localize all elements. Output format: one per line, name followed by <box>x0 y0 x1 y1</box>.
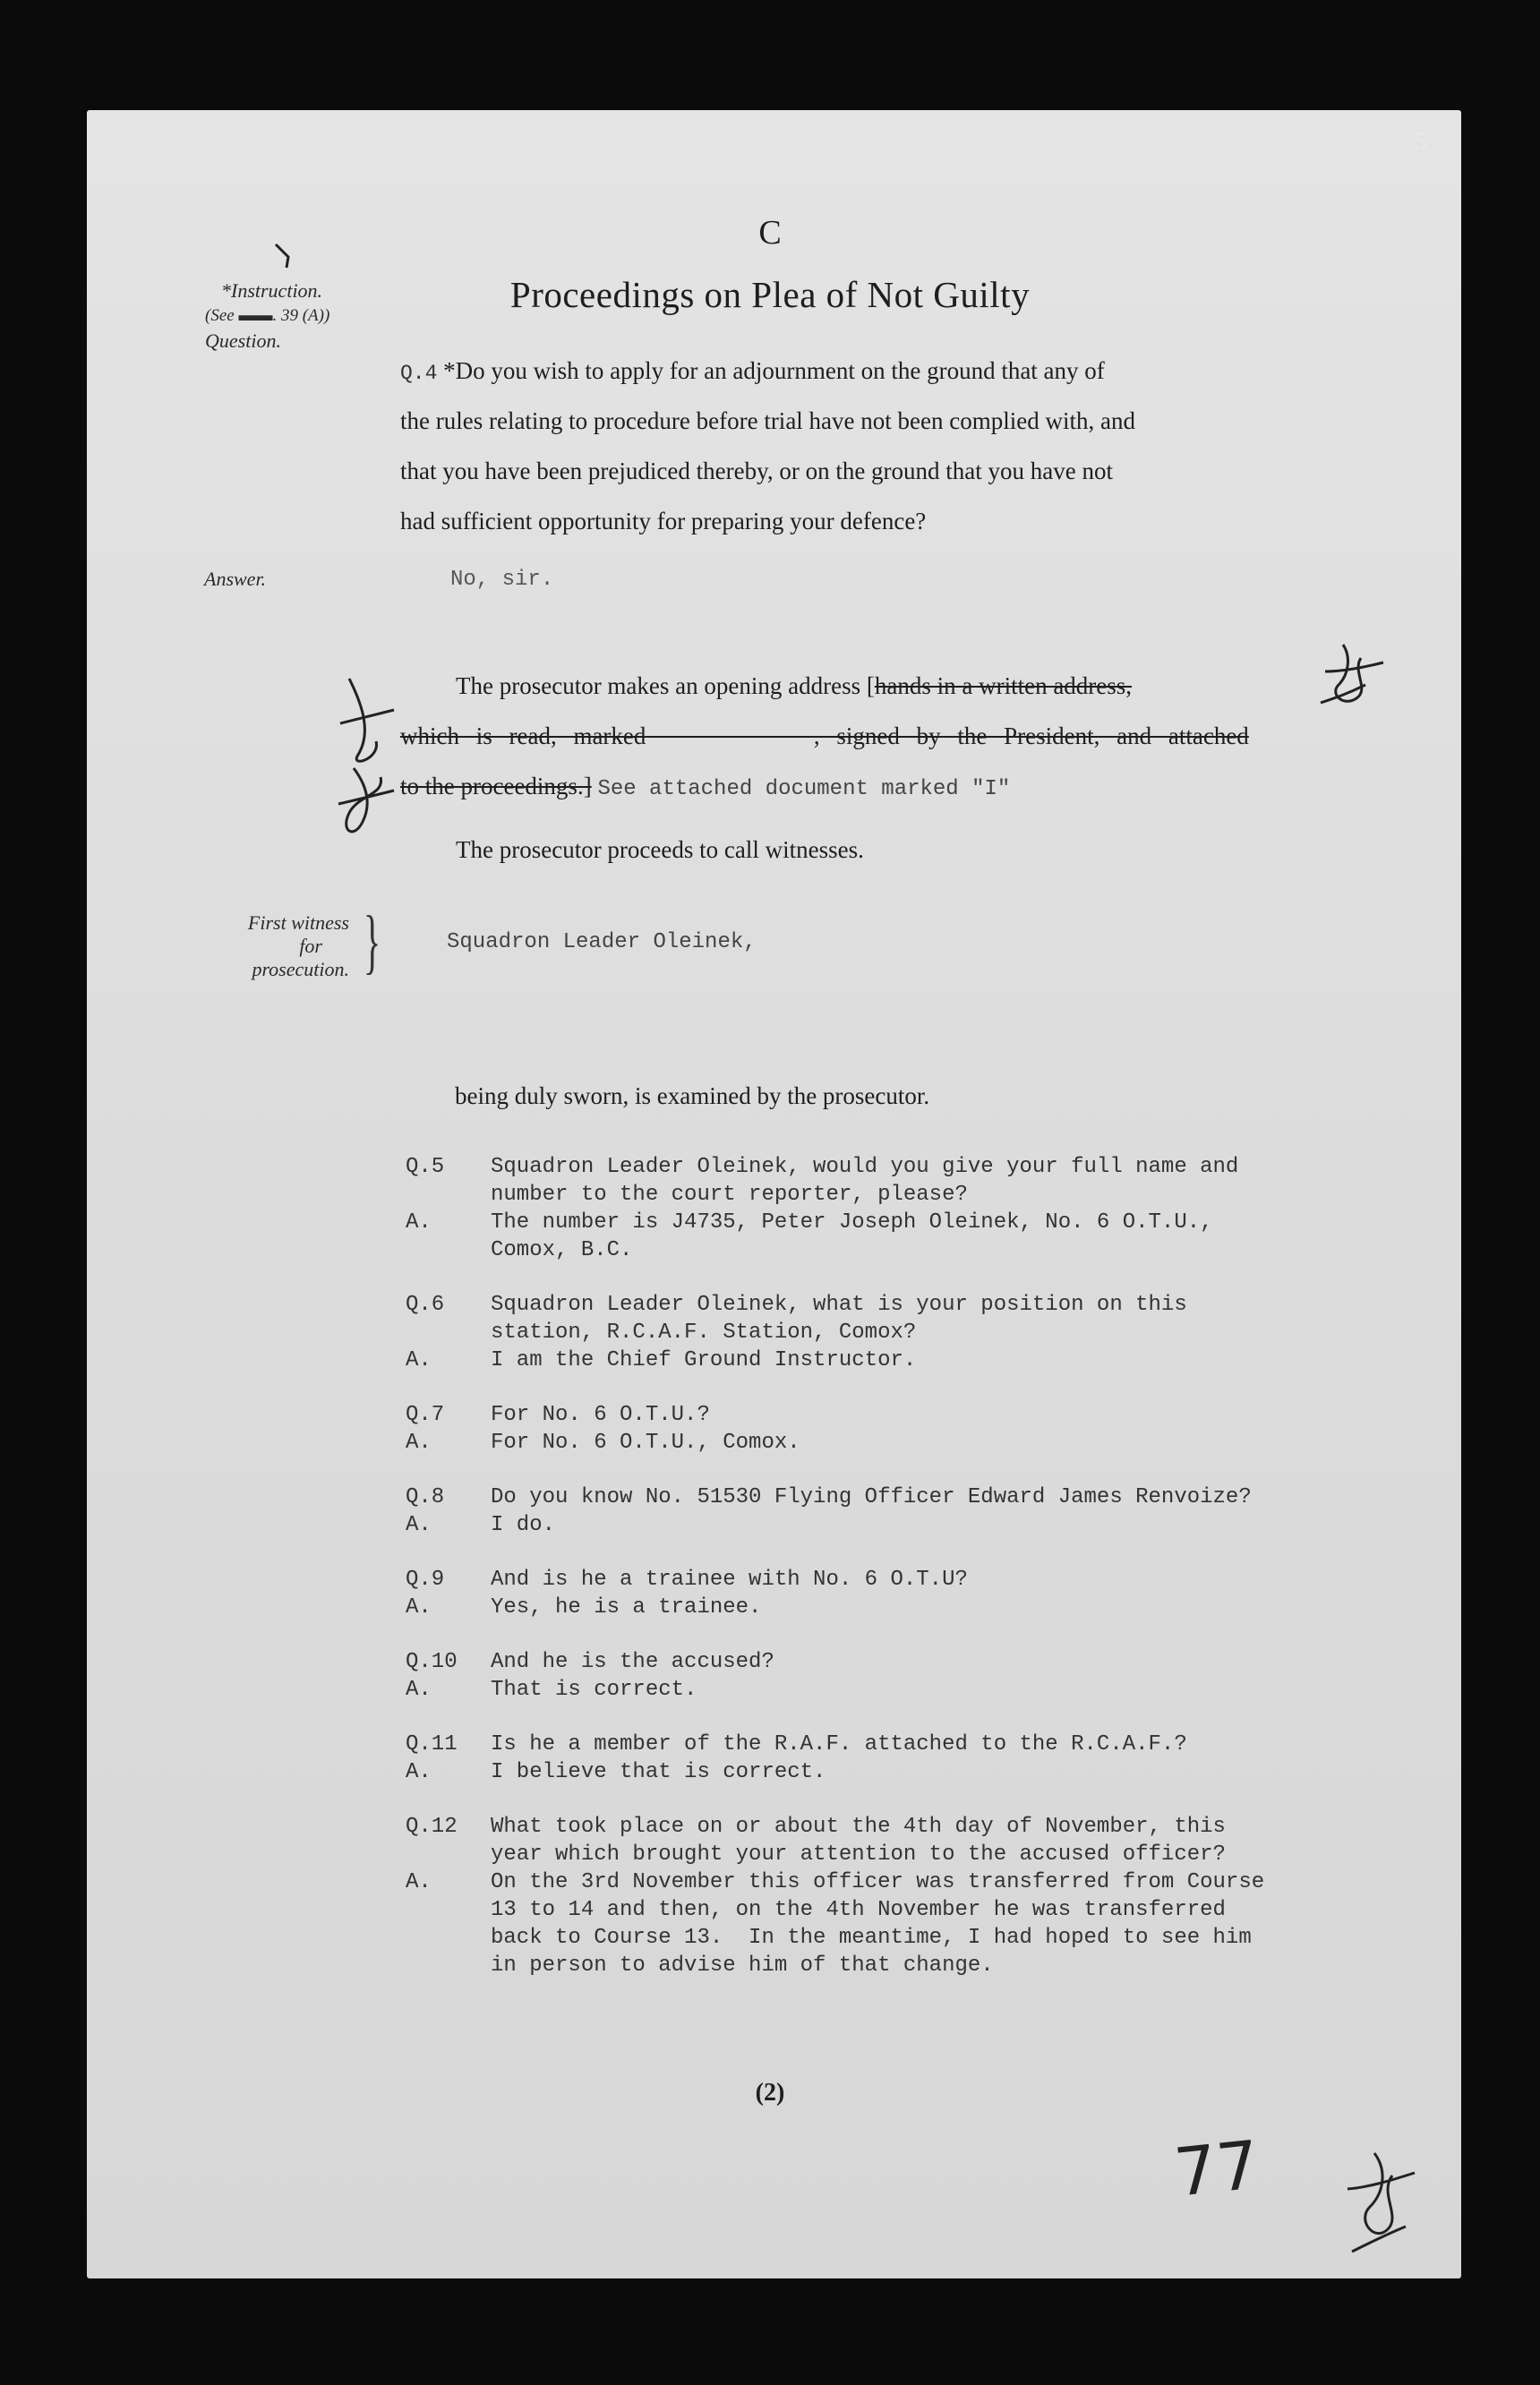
qa-question-label: Q.10 <box>406 1650 458 1674</box>
qa-question-text: And he is the accused? <box>491 1650 774 1674</box>
qa-answer-row <box>406 1429 1390 1457</box>
page-footer-number: (2) <box>755 2079 785 2107</box>
page-title: Proceedings on Plea of Not Guilty <box>509 274 1031 315</box>
qa-answer-row <box>406 1868 1390 1979</box>
handwritten-initial-right <box>1316 636 1388 725</box>
sworn-line: being duly sworn, is examined by the prosecutor. <box>455 1082 930 1109</box>
qa-question-text: And is he a trainee with No. 6 O.T.U? <box>491 1568 968 1592</box>
address-lead: The prosecutor makes an opening address [ <box>456 672 875 699</box>
qa-answer-label: A. <box>406 1870 432 1894</box>
qa-answer-text: For No. 6 O.T.U., Comox. <box>491 1431 800 1455</box>
qa-answer-label: A. <box>406 1513 432 1537</box>
witness-name: Squadron Leader Oleinek, <box>447 930 757 954</box>
qa-question-label: Q.6 <box>406 1293 445 1317</box>
qa-answer-label: A. <box>406 1595 432 1620</box>
qa-question-row <box>406 1153 1390 1209</box>
q4-line-2: the rules relating to procedure before trial have not been complied with, and <box>400 407 1135 434</box>
qa-question-row <box>406 1648 1390 1676</box>
q4-line-1 <box>400 346 1403 396</box>
qa-answer-text: That is correct. <box>491 1678 697 1702</box>
address-line-1 <box>400 661 1412 711</box>
qa-question-text: What took place on or about the 4th day of November, this year which brought your attention to the accused officer? <box>491 1815 1226 1867</box>
q4-line-4: had sufficient opportunity for preparing your defence? <box>400 508 927 534</box>
margin-answer: Answer. <box>204 568 267 590</box>
qa-answer-text: I am the Chief Ground Instructor. <box>491 1348 917 1372</box>
address-struck-4: to the proceedings.] <box>400 773 592 799</box>
handwritten-number: 77 <box>1170 2126 1263 2212</box>
margin-question: Question. <box>205 329 281 352</box>
margin-witness-line-2: for <box>299 935 322 957</box>
qa-answer-row <box>406 1758 1390 1786</box>
qa-answer-label: A. <box>406 1348 432 1372</box>
qa-block <box>406 1813 1390 1979</box>
qa-question-label: Q.7 <box>406 1403 445 1427</box>
qa-answer-row <box>406 1676 1390 1704</box>
section-letter: C <box>758 214 782 252</box>
qa-question-text: Squadron Leader Oleinek, what is your position on this station, R.C.A.F. Station, Comox? <box>491 1293 1187 1345</box>
q4-answer: No, sir. <box>450 568 554 592</box>
address-line-3 <box>400 761 1412 811</box>
margin-see-ref: (See ▬▬. 39 (A)) <box>205 306 330 325</box>
qa-answer-label: A. <box>406 1678 432 1702</box>
corner-page-number: 5 <box>1415 128 1427 156</box>
qa-answer-text: I believe that is correct. <box>491 1760 826 1784</box>
qa-answer-label: A. <box>406 1210 432 1235</box>
qa-question-text: Is he a member of the R.A.F. attached to the R.C.A.F.? <box>491 1732 1187 1757</box>
margin-first-witness <box>199 911 349 981</box>
qa-answer-row <box>406 1209 1390 1264</box>
qa-answer-text: The number is J4735, Peter Joseph Oleinek, No. 6 O.T.U., Comox, B.C. <box>491 1210 1213 1262</box>
margin-instruction: *Instruction. <box>221 279 323 302</box>
qa-question-row <box>406 1291 1390 1346</box>
qa-answer-text: I do. <box>491 1513 556 1537</box>
qa-question-label: Q.12 <box>406 1815 458 1839</box>
q4-label: Q.4 <box>400 362 438 385</box>
q4-line-3: that you have been prejudiced thereby, or on the ground that you have not <box>400 457 1113 484</box>
qa-question-label: Q.9 <box>406 1568 445 1592</box>
handwritten-tick-mark <box>269 237 304 273</box>
qa-answer-row <box>406 1594 1390 1621</box>
qa-block <box>406 1731 1390 1786</box>
qa-answer-label: A. <box>406 1431 432 1455</box>
address-struck-3: , signed by the President, and attached <box>813 722 1249 749</box>
qa-block <box>406 1401 1390 1457</box>
qa-answer-text: On the 3rd November this officer was transferred from Course 13 to 14 and then, on the 4th November he was transferred back to Course 13. In the meantime, I had hoped to see him in person to advise him of that change. <box>491 1870 1265 1978</box>
handwritten-initials-mark <box>331 670 403 858</box>
qa-answer-label: A. <box>406 1760 432 1784</box>
qa-block <box>406 1291 1390 1374</box>
qa-question-text: For No. 6 O.T.U.? <box>491 1403 710 1427</box>
address-struck-2: which is read, marked <box>400 722 646 749</box>
address-struck-blank <box>646 722 814 749</box>
margin-witness-line-3: prosecution. <box>252 958 349 980</box>
qa-block <box>406 1153 1390 1264</box>
call-witnesses-line: The prosecutor proceeds to call witnesses. <box>456 836 864 863</box>
margin-witness-line-1: First witness <box>247 911 349 934</box>
qa-question-label: Q.5 <box>406 1155 445 1179</box>
qa-block <box>406 1483 1390 1539</box>
address-line-2 <box>400 711 1412 761</box>
qa-question-row <box>406 1731 1390 1758</box>
qa-block <box>406 1566 1390 1621</box>
qa-block <box>406 1648 1390 1704</box>
address-struck-1: hands in a written address, <box>874 672 1133 699</box>
witness-brace: } <box>364 902 381 981</box>
address-typed-note: See attached document marked "I" <box>597 777 1011 801</box>
qa-answer-row <box>406 1346 1390 1374</box>
qa-list <box>406 1153 1390 2006</box>
qa-question-text: Squadron Leader Oleinek, would you give your full name and number to the court reporter, please? <box>491 1155 1239 1207</box>
qa-question-label: Q.11 <box>406 1732 458 1757</box>
qa-answer-text: Yes, he is a trainee. <box>491 1595 762 1620</box>
qa-question-row <box>406 1483 1390 1511</box>
qa-question-row <box>406 1813 1390 1868</box>
handwritten-initial-bottom <box>1339 2144 1419 2270</box>
qa-question-label: Q.8 <box>406 1485 445 1509</box>
qa-question-row <box>406 1401 1390 1429</box>
qa-answer-row <box>406 1511 1390 1539</box>
qa-question-row <box>406 1566 1390 1594</box>
q4-paragraph <box>400 346 1403 546</box>
q4-text-1: *Do you wish to apply for an adjournment on the ground that any of <box>443 357 1105 384</box>
prosecutor-address <box>400 661 1412 811</box>
qa-question-text: Do you know No. 51530 Flying Officer Edward James Renvoize? <box>491 1485 1252 1509</box>
